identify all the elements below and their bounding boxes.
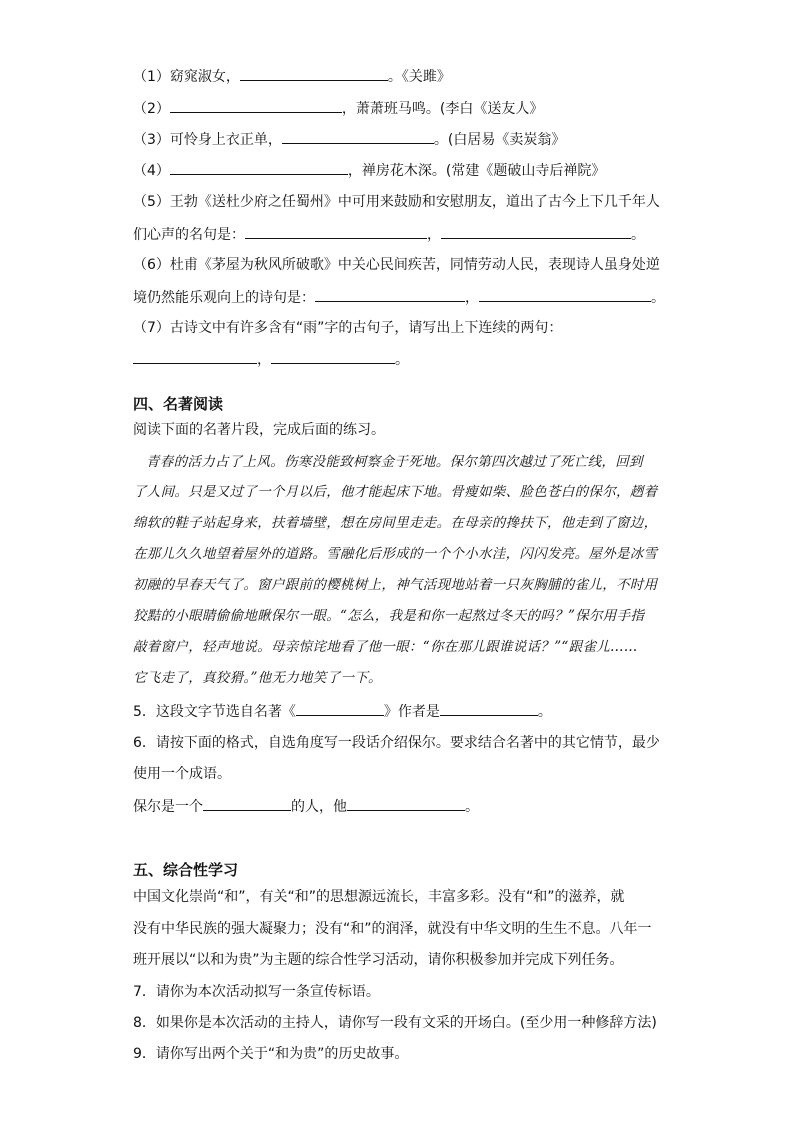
passage-line: 绵软的鞋子站起身来，扶着墙壁，想在房间里走走。在母亲的搀扶下，他走到了窗边， — [133, 515, 658, 531]
question-source: ，禅房花木深。(常建《题破山寺后禅院》 — [347, 163, 606, 179]
answer-blank[interactable] — [479, 287, 651, 302]
answer-blank[interactable] — [203, 796, 291, 811]
task-question-8: 8．如果你是本次活动的主持人，请你写一段有文采的开场白。(至少用一种修辞方法) — [133, 1015, 657, 1031]
answer-blank[interactable] — [240, 66, 388, 81]
poem-question-3 — [133, 129, 565, 150]
section-4-intro: 阅读下面的名著片段，完成后面的练习。 — [133, 422, 385, 438]
end-mark: 。 — [395, 352, 409, 368]
answer-blank[interactable] — [245, 224, 427, 239]
section-5-paragraph-line: 班开展以“以和为贵”为主题的综合性学习活动，请你积极参加并完成下列任务。 — [133, 952, 624, 968]
separator: ， — [465, 290, 479, 306]
reading-question-6-template — [133, 796, 479, 817]
poem-question-6-line1: （6）杜甫《茅屋为秋风所破歌》中关心民间疾苦，同情劳动人民，表现诗人虽身处逆 — [133, 257, 660, 273]
separator: ， — [257, 352, 271, 368]
passage-line: 狡黠的小眼睛偷偷地瞅保尔一眼。“怎么，我是和你一起熬过冬天的吗？”保尔用手指 — [133, 608, 645, 624]
question-text: 5．这段文字节选自名著《 — [133, 704, 296, 720]
passage-line: 初融的早春天气了。窗户跟前的樱桃树上，神气活现地站着一只灰胸脯的雀儿，不时用 — [133, 577, 658, 593]
section-5-paragraph-line: 没有中华民族的强大凝聚力；没有“和”的润泽，就没有中华文明的生生不息。八年一 — [133, 921, 652, 937]
question-number: （3） — [133, 132, 170, 148]
question-number: （4） — [133, 163, 170, 179]
poem-question-5-line2 — [133, 224, 645, 245]
poem-question-7-line1: （7）古诗文中有许多含有“雨”字的古句子，请写出上下连续的两句： — [133, 320, 563, 336]
question-text: 可怜身上衣正单， — [169, 132, 282, 148]
answer-blank[interactable] — [441, 224, 631, 239]
question-source: 。《关雎》 — [387, 69, 451, 85]
question-text: 的人，他 — [291, 799, 347, 815]
question-number: （2） — [133, 101, 170, 117]
passage-line: 它飞走了，真狡猾。”他无力地笑了一下。 — [133, 670, 382, 686]
question-number: （1） — [133, 69, 170, 85]
author-blank[interactable] — [440, 701, 538, 716]
poem-question-2 — [133, 98, 543, 119]
separator: ， — [427, 227, 441, 243]
answer-blank[interactable] — [347, 796, 465, 811]
section-4-heading: 四、名著阅读 — [133, 395, 224, 413]
end-mark: 。 — [465, 799, 479, 815]
question-text: 们心声的名句是： — [133, 227, 245, 243]
end-mark: 。 — [537, 704, 552, 720]
question-text: 窈窕淑女， — [169, 69, 240, 85]
poem-question-5-line1: （5）王勃《送杜少府之任蜀州》中可用来鼓励和安慰朋友，道出了古今上下几千年人 — [133, 194, 660, 210]
passage-line: 在那儿久久地望着屋外的道路。雪融化后形成的一个个小水洼，闪闪发亮。屋外是冰雪 — [133, 546, 658, 562]
end-mark: 。 — [651, 290, 665, 306]
passage-line: 青春的活力占了上风。伤寒没能致柯察金于死地。保尔第四次越过了死亡线，回到 — [146, 454, 643, 470]
question-text: 》作者是 — [383, 704, 440, 720]
answer-blank[interactable] — [170, 160, 348, 175]
question-source: 。(白居易《卖炭翁》 — [433, 132, 566, 148]
section-5-heading: 五、综合性学习 — [133, 861, 239, 879]
book-title-blank[interactable] — [296, 701, 384, 716]
answer-blank[interactable] — [282, 129, 434, 144]
reading-question-6-line2: 使用一个成语。 — [133, 766, 231, 782]
task-question-9: 9．请你写出两个关于“和为贵”的历史故事。 — [133, 1046, 409, 1062]
passage-line: 敲着窗户，轻声地说。母亲惊诧地看了他一眼：“你在那儿跟谁说话？”“跟雀儿…… — [133, 639, 638, 655]
poem-question-6-line2 — [133, 287, 665, 308]
section-5-paragraph-line: 中国文化崇尚“和”，有关“和”的思想源远流长，丰富多彩。没有“和”的滋养，就 — [133, 889, 625, 905]
poem-question-1 — [133, 66, 451, 87]
poem-question-7-line2 — [133, 349, 409, 370]
question-text: 保尔是一个 — [133, 799, 203, 815]
passage-line: 了人间。只是又过了一个月以后，他才能起床下地。骨瘦如柴、脸色苍白的保尔，趔着 — [133, 484, 658, 500]
reading-question-5 — [133, 701, 552, 722]
answer-blank[interactable] — [133, 349, 257, 364]
end-mark: 。 — [631, 227, 645, 243]
answer-blank[interactable] — [170, 98, 342, 113]
question-text: 境仍然能乐观向上的诗句是： — [133, 290, 315, 306]
reading-question-6-line1: 6．请按下面的格式，自选角度写一段话介绍保尔。要求结合名著中的其它情节，最少 — [133, 735, 660, 751]
answer-blank[interactable] — [315, 287, 465, 302]
task-question-7: 7．请你为本次活动拟写一条宣传标语。 — [133, 984, 380, 1000]
answer-blank[interactable] — [271, 349, 395, 364]
poem-question-4 — [133, 160, 605, 181]
question-source: ，萧萧班马鸣。(李白《送友人》 — [341, 101, 544, 117]
